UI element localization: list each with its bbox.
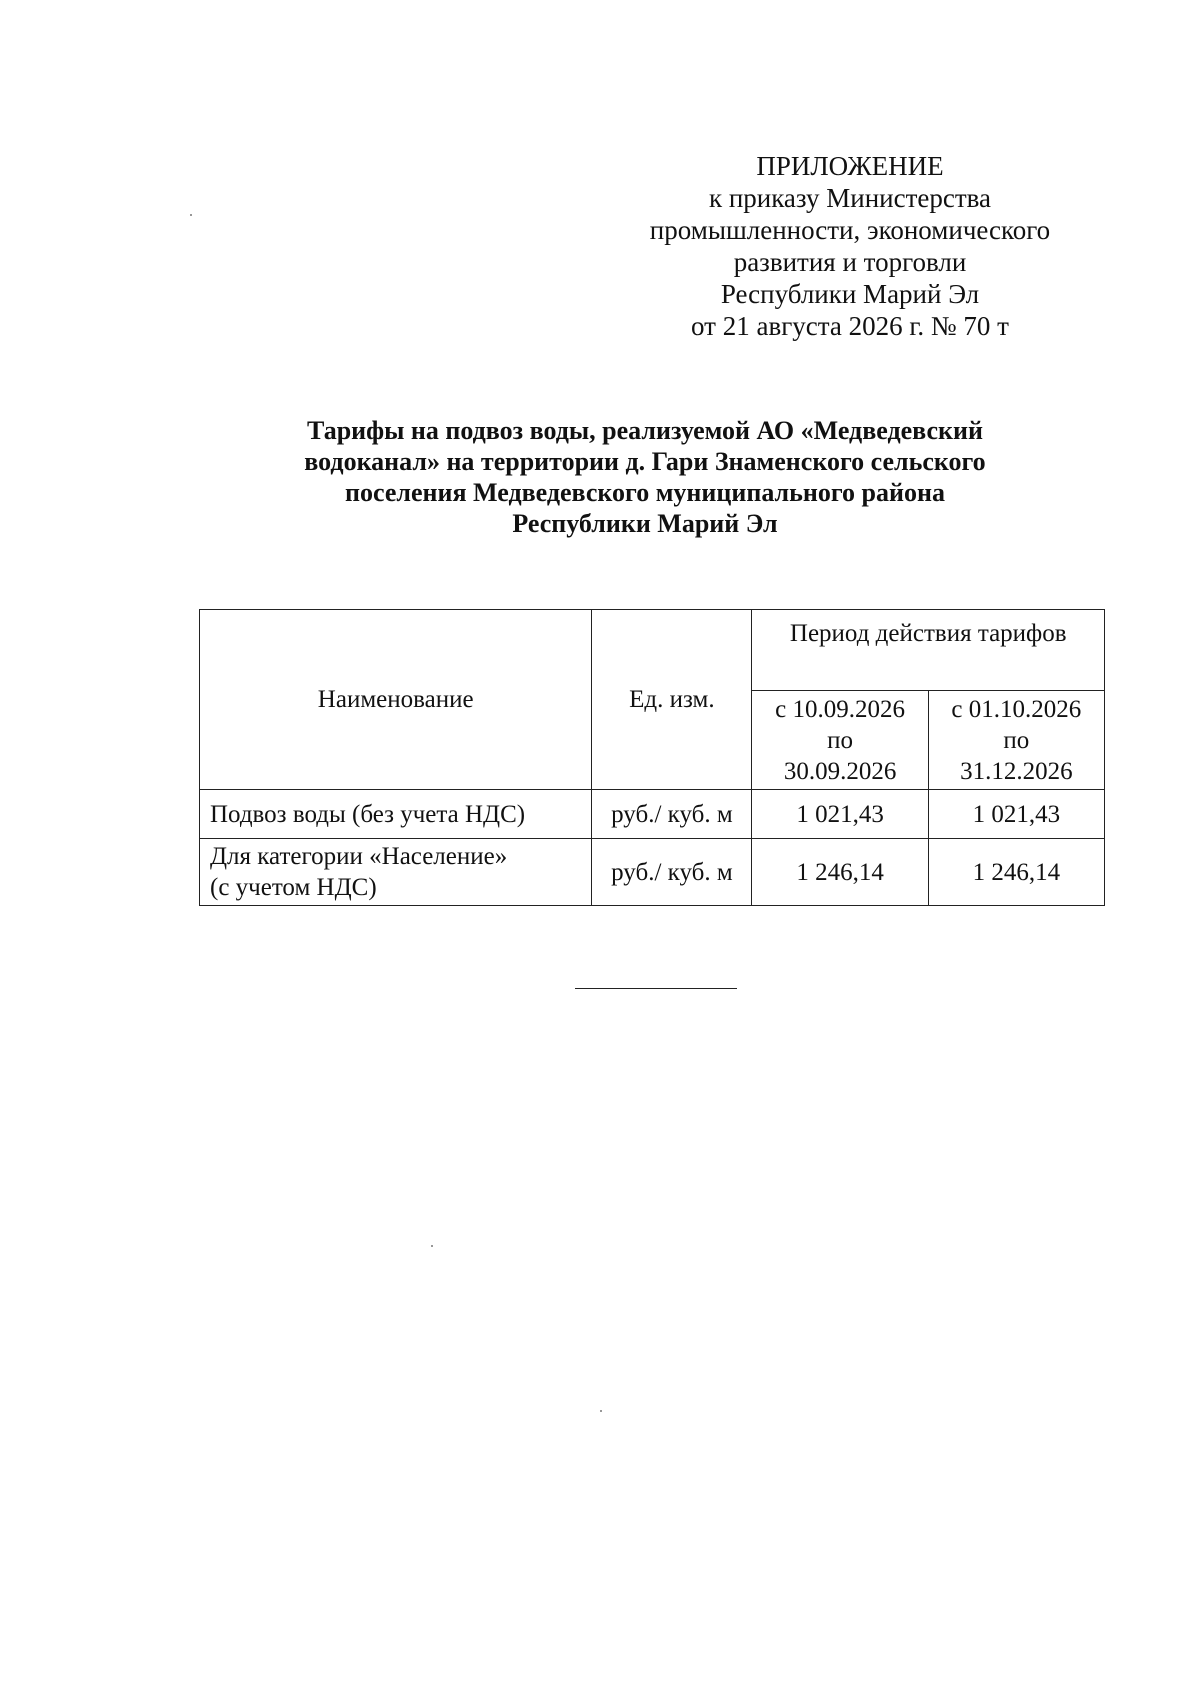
table-header-row bbox=[200, 610, 1105, 691]
period-1-to: 30.09.2026 bbox=[783, 758, 897, 785]
column-header-unit: Ед. изм. bbox=[592, 610, 752, 790]
title-line: поселения Медведевского муниципального района bbox=[345, 478, 945, 507]
appendix-order-date: от 21 августа 2026 г. № 70 т bbox=[691, 311, 1009, 341]
scan-speck bbox=[431, 1245, 433, 1247]
cell-value-period-2: 1 246,14 bbox=[928, 839, 1104, 906]
title-line: Тарифы на подвоз воды, реализуемой АО «Медведевский bbox=[307, 416, 983, 445]
appendix-heading: ПРИЛОЖЕНИЕ bbox=[756, 151, 944, 181]
cell-unit: руб./ куб. м bbox=[592, 839, 752, 906]
period-1-from: с 10.09.2026 bbox=[775, 696, 905, 723]
table-row bbox=[200, 790, 1105, 839]
period-2-to: 31.12.2026 bbox=[960, 758, 1073, 785]
cell-value-period-2: 1 021,43 bbox=[928, 790, 1104, 839]
cell-name bbox=[200, 790, 592, 839]
title-line: водоканал» на территории д. Гари Знаменского сельского bbox=[304, 447, 986, 476]
cell-value-period-1: 1 021,43 bbox=[752, 790, 928, 839]
tariff-table bbox=[199, 609, 1105, 906]
column-header-period: Период действия тарифов bbox=[752, 610, 1105, 691]
column-header-name: Наименование bbox=[200, 610, 592, 790]
appendix-ministry-line: развития и торговли bbox=[733, 247, 967, 277]
appendix-order-line: к приказу Министерства bbox=[708, 183, 992, 213]
table-row bbox=[200, 839, 1105, 906]
cell-name-line: (с учетом НДС) bbox=[210, 874, 377, 901]
appendix-republic-line: Республики Марий Эл bbox=[720, 279, 980, 309]
closing-rule bbox=[575, 988, 737, 989]
title-line: Республики Марий Эл bbox=[512, 509, 778, 538]
appendix-ministry-line: промышленности, экономического bbox=[649, 215, 1051, 245]
cell-name-line: Для категории «Население» bbox=[210, 843, 508, 870]
column-header-period-1 bbox=[752, 691, 928, 790]
document-title bbox=[195, 415, 1095, 539]
cell-name-line: Подвоз воды (без учета НДС) bbox=[210, 800, 526, 828]
column-header-period-2 bbox=[928, 691, 1104, 790]
scan-speck bbox=[600, 1410, 602, 1412]
scan-speck bbox=[190, 214, 192, 216]
period-2-to-word: по bbox=[1003, 727, 1030, 754]
appendix-header bbox=[620, 150, 1080, 342]
period-2-from: с 01.10.2026 bbox=[951, 696, 1082, 723]
period-1-to-word: по bbox=[827, 727, 854, 754]
cell-unit: руб./ куб. м bbox=[592, 790, 752, 839]
cell-name bbox=[200, 839, 592, 906]
cell-value-period-1: 1 246,14 bbox=[752, 839, 928, 906]
